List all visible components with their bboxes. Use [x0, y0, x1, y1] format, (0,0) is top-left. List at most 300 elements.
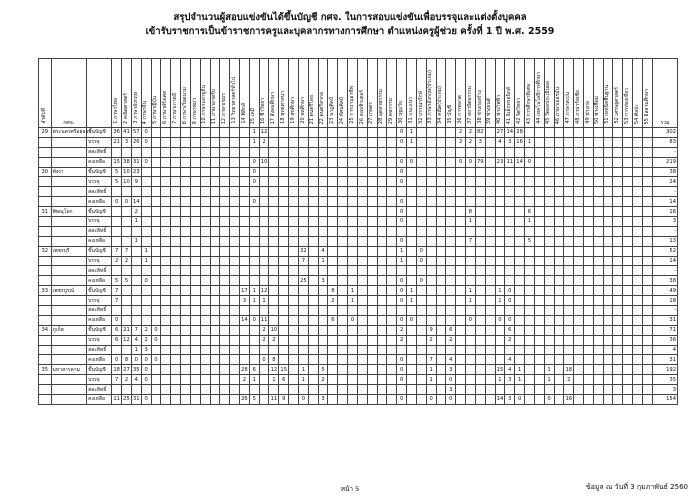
cell-value	[230, 276, 240, 286]
cell-value	[466, 197, 476, 207]
cell-value	[377, 315, 387, 325]
cell-value: 2	[122, 375, 132, 385]
header-subject: 9 ภาษาพม่า	[190, 59, 200, 128]
cell-value	[515, 335, 525, 345]
cell-value	[495, 226, 505, 236]
cell-value	[613, 306, 623, 316]
cell-value	[642, 236, 652, 246]
header-subject: 36 การตลาด	[456, 59, 466, 128]
cell-value: 2	[141, 335, 151, 345]
cell-value	[525, 197, 535, 207]
cell-value	[171, 157, 181, 167]
cell-value	[161, 345, 171, 355]
cell-value	[603, 197, 613, 207]
cell-value	[416, 157, 426, 167]
cell-value: 1	[249, 296, 259, 306]
cell-value	[190, 246, 200, 256]
cell-value: 0	[141, 128, 151, 138]
cell-value	[426, 137, 436, 147]
cell-value	[407, 276, 417, 286]
cell-value	[269, 276, 279, 286]
cell-value	[122, 345, 132, 355]
cell-value	[583, 306, 593, 316]
cell-value: 14	[516, 159, 523, 166]
row-total: -	[652, 266, 677, 276]
cell-value: 0	[416, 276, 426, 286]
header-subject: 13 วิทยาศาสตร์ทั่วไป	[230, 59, 240, 128]
cell-value	[338, 157, 348, 167]
cell-value	[269, 177, 279, 187]
cell-value	[446, 226, 456, 236]
cell-value	[416, 395, 426, 405]
cell-value	[161, 355, 171, 365]
cell-value	[279, 315, 289, 325]
cell-value	[623, 325, 633, 335]
cell-value	[505, 217, 515, 227]
cell-value	[466, 355, 476, 365]
cell-value	[633, 306, 643, 316]
cell-value: 2	[564, 375, 574, 385]
cell-value	[642, 315, 652, 325]
cell-value	[181, 187, 191, 197]
cell-value	[112, 236, 122, 246]
cell-value	[564, 246, 574, 256]
cell-value	[357, 167, 367, 177]
cell-value	[377, 375, 387, 385]
row-total: 219	[652, 157, 677, 167]
cell-value	[357, 246, 367, 256]
cell-value	[436, 355, 446, 365]
cell-value	[436, 187, 446, 197]
cell-value	[593, 315, 603, 325]
cell-value: 3	[122, 137, 132, 147]
cell-value: 1	[131, 236, 141, 246]
cell-value	[200, 256, 210, 266]
cell-value	[357, 266, 367, 276]
cell-value: 11	[270, 396, 278, 403]
cell-value	[583, 286, 593, 296]
cell-value	[623, 177, 633, 187]
cell-value: 14	[496, 396, 504, 403]
cell-value: 2	[269, 335, 279, 345]
cell-value	[583, 167, 593, 177]
cell-value	[534, 306, 544, 316]
cell-value	[603, 137, 613, 147]
cell-value: 0	[141, 276, 151, 286]
cell-value	[200, 266, 210, 276]
cell-value	[485, 137, 495, 147]
province-name: พระนครศรีอยุธยา	[52, 129, 92, 136]
cell-value: 0	[505, 286, 515, 296]
cell-value	[289, 325, 299, 335]
cell-value	[181, 256, 191, 266]
cell-value	[446, 197, 456, 207]
cell-value	[642, 177, 652, 187]
cell-value	[308, 306, 318, 316]
cell-value: 2	[131, 207, 141, 217]
cell-value: 0	[397, 286, 407, 296]
cell-value	[583, 325, 593, 335]
cell-value: 16	[565, 396, 573, 403]
row-type: คงเหลือ	[87, 236, 112, 246]
cell-value	[279, 276, 289, 286]
cell-value	[298, 137, 308, 147]
cell-value	[122, 147, 132, 157]
cell-value	[328, 236, 338, 246]
cell-value	[328, 128, 338, 138]
cell-value: 0	[495, 315, 505, 325]
cell-value	[426, 177, 436, 187]
header-subject: 35 บัญชี	[446, 59, 456, 128]
cell-value	[426, 236, 436, 246]
cell-value	[122, 236, 132, 246]
cell-value	[574, 167, 584, 177]
cell-value	[377, 365, 387, 375]
cell-value	[416, 197, 426, 207]
cell-value	[190, 276, 200, 286]
cell-value	[416, 345, 426, 355]
cell-value: 2	[318, 375, 328, 385]
cell-value	[583, 345, 593, 355]
cell-value	[603, 365, 613, 375]
cell-value	[171, 236, 181, 246]
cell-value	[593, 276, 603, 286]
cell-value	[230, 266, 240, 276]
cell-value	[515, 236, 525, 246]
cell-value: 25	[123, 396, 130, 403]
cell-value	[544, 197, 554, 207]
cell-value	[436, 325, 446, 335]
cell-value	[357, 365, 367, 375]
cell-value	[210, 296, 220, 306]
cell-value	[583, 296, 593, 306]
cell-value	[613, 256, 623, 266]
cell-value	[259, 395, 269, 405]
cell-value	[289, 276, 299, 286]
cell-value	[269, 137, 279, 147]
cell-value	[308, 365, 318, 375]
cell-value	[416, 207, 426, 217]
cell-value	[446, 306, 456, 316]
cell-value	[367, 177, 377, 187]
cell-value	[456, 177, 466, 187]
cell-value	[505, 246, 515, 256]
cell-value: 0	[151, 355, 161, 365]
cell-value	[456, 296, 466, 306]
cell-value	[318, 157, 328, 167]
cell-value	[613, 167, 623, 177]
cell-value	[112, 217, 122, 227]
header-subject: 25 การงานอาชีพ	[348, 59, 358, 128]
table-row	[39, 226, 678, 236]
cell-value: 0	[151, 335, 161, 345]
cell-value	[436, 345, 446, 355]
cell-value	[249, 306, 259, 316]
cell-value	[161, 197, 171, 207]
cell-value: 0	[397, 137, 407, 147]
cell-value	[466, 147, 476, 157]
cell-value	[436, 207, 446, 217]
cell-value	[436, 306, 446, 316]
cell-value	[220, 236, 230, 246]
cell-value	[387, 137, 397, 147]
cell-value: 0	[505, 315, 515, 325]
cell-value	[367, 395, 377, 405]
cell-value	[279, 296, 289, 306]
cell-value	[200, 197, 210, 207]
cell-value	[240, 207, 250, 217]
cell-value	[318, 226, 328, 236]
cell-value	[534, 137, 544, 147]
cell-value	[436, 266, 446, 276]
cell-value	[181, 355, 191, 365]
cell-value: 5	[112, 276, 122, 286]
row-type: บรรจุ	[87, 137, 112, 147]
cell-value	[190, 157, 200, 167]
cell-value: 1	[141, 256, 151, 266]
cell-value	[328, 375, 338, 385]
cell-value	[525, 335, 535, 345]
cell-value	[338, 306, 348, 316]
cell-value: 1	[397, 256, 407, 266]
cell-value	[269, 345, 279, 355]
cell-value	[623, 266, 633, 276]
row-no: 30	[39, 167, 52, 177]
cell-value: 2	[446, 335, 456, 345]
cell-value	[200, 137, 210, 147]
cell-value	[269, 197, 279, 207]
cell-value: 2	[122, 256, 132, 266]
cell-value	[328, 395, 338, 405]
cell-value	[534, 187, 544, 197]
row-no	[39, 345, 52, 355]
cell-value	[583, 365, 593, 375]
cell-value	[151, 385, 161, 395]
cell-value	[289, 197, 299, 207]
cell-value	[240, 187, 250, 197]
cell-value	[603, 325, 613, 335]
cell-value	[416, 385, 426, 395]
header-subject: 41 อิเล็กทรอนิกส์	[505, 59, 515, 128]
cell-value	[377, 128, 387, 138]
table-row	[39, 177, 678, 187]
cell-value	[338, 276, 348, 286]
cell-value	[534, 385, 544, 395]
cell-value	[593, 207, 603, 217]
cell-value	[485, 256, 495, 266]
cell-value: 1	[407, 128, 417, 138]
cell-value	[348, 276, 358, 286]
cell-value	[387, 207, 397, 217]
cell-value	[603, 217, 613, 227]
row-total: 31	[652, 355, 677, 365]
header-subject: 21 ดนตรีไทย	[308, 59, 318, 128]
row-total: 38	[652, 167, 677, 177]
cell-value: 0	[397, 236, 407, 246]
cell-value	[190, 137, 200, 147]
cell-value	[161, 395, 171, 405]
cell-value	[161, 375, 171, 385]
cell-value	[554, 128, 564, 138]
row-no	[39, 147, 52, 157]
cell-value	[515, 315, 525, 325]
row-total: 154	[652, 395, 677, 405]
cell-value	[475, 167, 485, 177]
cell-value	[318, 325, 328, 335]
cell-value	[171, 197, 181, 207]
cell-value	[564, 306, 574, 316]
cell-value: 23	[133, 169, 140, 175]
cell-value	[131, 246, 141, 256]
cell-value	[377, 355, 387, 365]
cell-value	[377, 226, 387, 236]
cell-value	[377, 236, 387, 246]
cell-value	[259, 187, 269, 197]
header-subject: 42 จิตวิทยา	[515, 59, 525, 128]
header-subject: 1 ภาษาไทย	[112, 59, 122, 128]
cell-value	[544, 236, 554, 246]
cell-value	[289, 147, 299, 157]
cell-value	[387, 147, 397, 157]
cell-value	[230, 157, 240, 167]
cell-value	[495, 345, 505, 355]
cell-value: 2	[240, 375, 250, 385]
cell-value	[200, 276, 210, 286]
cell-value	[181, 217, 191, 227]
row-no	[39, 197, 52, 207]
table-row	[39, 335, 678, 345]
cell-value	[190, 296, 200, 306]
cell-value: 0	[112, 355, 122, 365]
cell-value	[387, 246, 397, 256]
cell-value	[348, 177, 358, 187]
cell-value	[190, 395, 200, 405]
cell-value	[289, 177, 299, 187]
row-type: คงเหลือ	[87, 315, 112, 325]
cell-value	[466, 306, 476, 316]
row-type: คงเหลือ	[87, 355, 112, 365]
header-subject: 4 ภาษาจีน	[141, 59, 151, 128]
cell-value	[505, 197, 515, 207]
cell-value	[525, 246, 535, 256]
cell-value	[367, 345, 377, 355]
cell-value	[171, 335, 181, 345]
cell-value	[230, 365, 240, 375]
cell-value	[161, 256, 171, 266]
cell-value	[564, 345, 574, 355]
cell-value	[426, 128, 436, 138]
cell-value	[426, 157, 436, 167]
cell-value	[171, 365, 181, 375]
cell-value	[200, 345, 210, 355]
cell-value	[407, 306, 417, 316]
cell-value	[544, 325, 554, 335]
cell-value: 0	[416, 256, 426, 266]
cell-value	[377, 286, 387, 296]
cell-value	[190, 385, 200, 395]
cell-value	[348, 157, 358, 167]
cell-value	[348, 266, 358, 276]
cell-value	[475, 256, 485, 266]
cell-value	[534, 226, 544, 236]
cell-value	[466, 325, 476, 335]
cell-value	[593, 197, 603, 207]
cell-value	[603, 315, 613, 325]
cell-value	[328, 177, 338, 187]
cell-value	[190, 147, 200, 157]
header-subject: 47 ภาษาสเปน	[564, 59, 574, 128]
cell-value	[348, 236, 358, 246]
cell-value	[357, 335, 367, 345]
cell-value	[642, 306, 652, 316]
cell-value	[544, 286, 554, 296]
cell-value	[623, 375, 633, 385]
cell-value	[210, 306, 220, 316]
cell-value	[456, 147, 466, 157]
cell-value	[200, 226, 210, 236]
cell-value	[534, 296, 544, 306]
cell-value	[466, 345, 476, 355]
cell-value	[210, 276, 220, 286]
cell-value: 0	[122, 197, 132, 207]
cell-value	[515, 246, 525, 256]
cell-value: 7	[122, 246, 132, 256]
cell-value	[623, 286, 633, 296]
cell-value	[298, 266, 308, 276]
cell-value: 2	[466, 137, 476, 147]
cell-value	[367, 276, 377, 286]
cell-value	[583, 137, 593, 147]
cell-value	[485, 197, 495, 207]
cell-value: 0	[525, 157, 535, 167]
cell-value	[230, 395, 240, 405]
cell-value	[426, 197, 436, 207]
cell-value	[249, 276, 259, 286]
table-row	[39, 306, 678, 316]
cell-value	[603, 256, 613, 266]
cell-value	[220, 385, 230, 395]
cell-value	[633, 355, 643, 365]
cell-value	[495, 306, 505, 316]
cell-value	[308, 276, 318, 286]
cell-value	[407, 256, 417, 266]
cell-value	[338, 177, 348, 187]
cell-value	[544, 385, 554, 395]
cell-value	[249, 256, 259, 266]
province-name	[51, 296, 87, 306]
cell-value	[554, 157, 564, 167]
cell-value	[141, 167, 151, 177]
cell-value	[220, 375, 230, 385]
cell-value: 5	[525, 236, 535, 246]
cell-value	[633, 296, 643, 306]
cell-value: 7	[298, 256, 308, 266]
cell-value	[593, 256, 603, 266]
cell-value	[642, 375, 652, 385]
cell-value	[485, 276, 495, 286]
cell-value	[357, 236, 367, 246]
cell-value	[475, 187, 485, 197]
cell-value	[613, 296, 623, 306]
cell-value	[387, 385, 397, 395]
cell-value	[328, 266, 338, 276]
cell-value	[318, 207, 328, 217]
cell-value	[249, 335, 259, 345]
cell-value	[525, 177, 535, 187]
cell-value: 1	[544, 375, 554, 385]
cell-value	[583, 187, 593, 197]
cell-value	[485, 325, 495, 335]
